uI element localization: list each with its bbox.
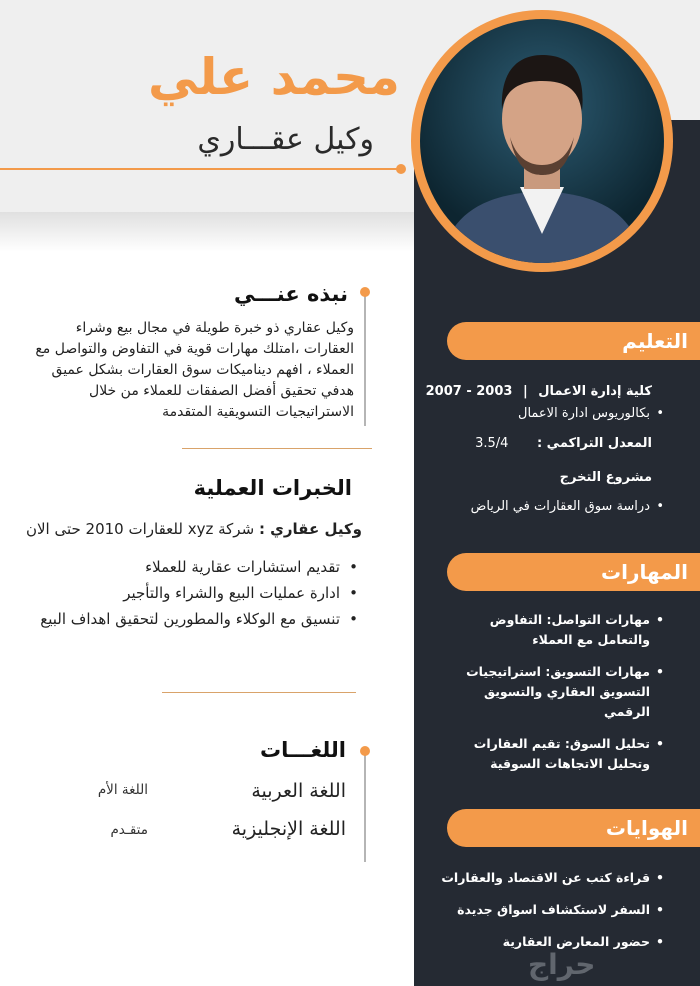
languages-timeline-dot <box>360 746 370 756</box>
experience-role-line <box>26 520 362 538</box>
education-heading: التعليم <box>447 322 700 360</box>
languages-timeline <box>364 750 366 862</box>
skill-item: • تحليل السوق: تقيم العقارات وتحليل الاتجاهات السوقية <box>440 734 650 774</box>
language-name: اللغة العربية <box>251 780 346 802</box>
about-timeline-dot <box>360 287 370 297</box>
education-gpa <box>475 436 652 451</box>
header-divider-dot <box>396 164 406 174</box>
skills-list <box>440 610 650 786</box>
education-project-list <box>471 497 650 529</box>
skill-item: • مهارات التسويق: استراتيجيات التسويق العقاري والتسويق الرقمي <box>440 662 650 722</box>
about-heading: نبذه عنـــي <box>234 282 348 306</box>
experience-item: • تنسيق مع الوكلاء والمطورين لتحقيق اهداف البيع <box>32 608 362 630</box>
language-name: اللغة الإنجليزية <box>231 818 346 840</box>
education-project-label: مشروع التخرج <box>559 470 652 485</box>
experience-item: • تقديم استشارات عقارية للعملاء <box>32 556 362 578</box>
education-degree: • بكالوريوس ادارة الاعمال <box>518 404 650 424</box>
about-timeline <box>364 292 366 426</box>
experience-heading: الخبرات العملية <box>193 476 352 500</box>
section-divider <box>182 448 372 449</box>
hobbies-heading: الهوايات <box>447 809 700 847</box>
experience-role-detail: شركة xyz للعقارات 2010 حتى الان <box>25 520 255 538</box>
experience-item: • ادارة عمليات البيع والشراء والتأجير <box>32 582 362 604</box>
hobby-item: • حضور المعارض العقارية <box>430 932 650 952</box>
language-level: اللغة الأم <box>97 782 148 798</box>
person-silhouette-icon <box>420 19 664 263</box>
education-gpa-label: المعدل التراكمي : <box>536 436 652 451</box>
education-separator: | <box>522 384 528 399</box>
experience-role: وكيل عقاري : <box>258 520 362 538</box>
header-divider <box>0 168 402 170</box>
education-college <box>426 384 652 399</box>
education-gpa-value: 3.5/4 <box>475 436 509 451</box>
skill-item: • مهارات التواصل: التفاوض والتعامل مع العملاء <box>440 610 650 650</box>
languages-heading: اللغـــات <box>259 738 346 762</box>
job-title: وكيل عقـــاري <box>197 122 374 157</box>
education-years: 2007 - 2003 <box>425 384 513 399</box>
section-divider <box>162 692 356 693</box>
experience-list <box>32 556 362 634</box>
education-degree-list <box>518 404 650 436</box>
skills-heading: المهارات <box>447 553 700 591</box>
person-name: محمد علي <box>148 48 400 106</box>
education-college-name: كلية إدارة الاعمال <box>538 384 652 399</box>
hobby-item: • السفر لاستكشاف اسواق جديدة <box>430 900 650 920</box>
education-project: • دراسة سوق العقارات في الرياض <box>471 497 650 517</box>
about-text: وكيل عقاري ذو خبرة طويلة في مجال بيع وشراء العقارات ،امتلك مهارات قوية في التفاوض والتواصل مع العملاء ، افهم ديناميكات سوق العقارات بشكل عميق هدفي تحقيق أفضل الصفقات للعملاء من خلال الاستراتيجيات التسويقية المتقدمة <box>35 320 354 420</box>
watermark-logo: حراج <box>528 948 596 981</box>
hobby-item: • قراءة كتب عن الاقتصاد والعقارات <box>430 868 650 888</box>
language-level: متقـدم <box>110 822 148 838</box>
profile-photo <box>420 19 664 263</box>
